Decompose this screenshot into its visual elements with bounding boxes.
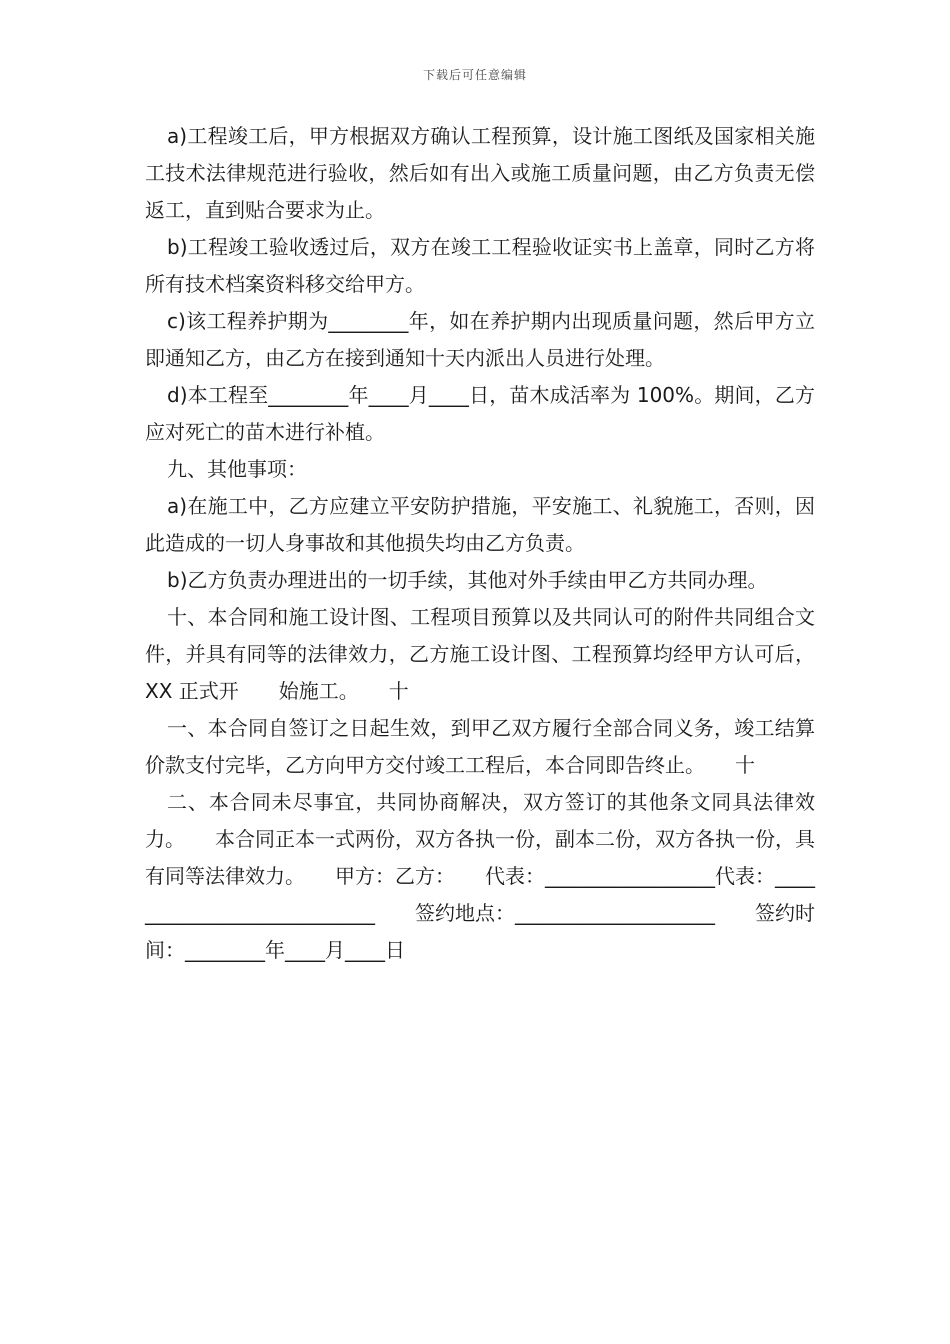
header-note: 下载后可任意编辑 — [422, 68, 527, 82]
paragraph-maintenance-c: c)该工程养护期为________年，如在养护期内出现质量问题，然后甲方立即通知乙方，由乙方在接到通知十天内派出人员进行处理。 — [145, 309, 815, 370]
paragraph-acceptance-a: a)工程竣工后，甲方根据双方确认工程预算，设计施工图纸及国家相关施工技术法律规范进行验收，然后如有出入或施工质量问题，由乙方负责无偿返工，直到贴合要求为止。 — [145, 124, 815, 222]
paragraph-section-ten: 十、本合同和施工设计图、工程项目预算以及共同认可的附件共同组合文件，并具有同等的法律效力，乙方施工设计图、工程预算均经甲方认可后，XX 正式开 始施工。 十 — [145, 605, 815, 703]
section-heading-other-matters: 九、其他事项： — [167, 457, 307, 481]
contract-body — [145, 118, 815, 969]
paragraph-safety-a: a)在施工中，乙方应建立平安防护措施，平安施工、礼貌施工，否则，因此造成的一切人身事故和其他损失均由乙方负责。 — [145, 494, 815, 555]
paragraph-section-eleven: 一、本合同自签订之日起生效，到甲乙双方履行全部合同义务，竣工结算价款支付完毕，乙方向甲方交付竣工工程后，本合同即告终止。 十 — [145, 716, 815, 777]
paragraph-survival-d: d)本工程至________年____月____日，苗木成活率为 100%。期间，乙方应对死亡的苗木进行补植。 — [145, 383, 815, 444]
paragraph-section-twelve-signatures: 二、本合同未尽事宜，共同协商解决，双方签订的其他条文同具法律效力。 本合同正本一式两份，双方各执一份，副本二份，双方各执一份，具有同等法律效力。 甲方：乙方： 代表：_________________代表：___________________________ 签约地点：____________________ 签约时间：________年____月____日 — [145, 790, 815, 962]
paragraph-acceptance-b: b)工程竣工验收透过后，双方在竣工工程验收证实书上盖章，同时乙方将所有技术档案资料移交给甲方。 — [145, 235, 815, 296]
paragraph-procedures-b: b)乙方负责办理进出的一切手续，其他对外手续由甲乙方共同办理。 — [167, 568, 768, 592]
